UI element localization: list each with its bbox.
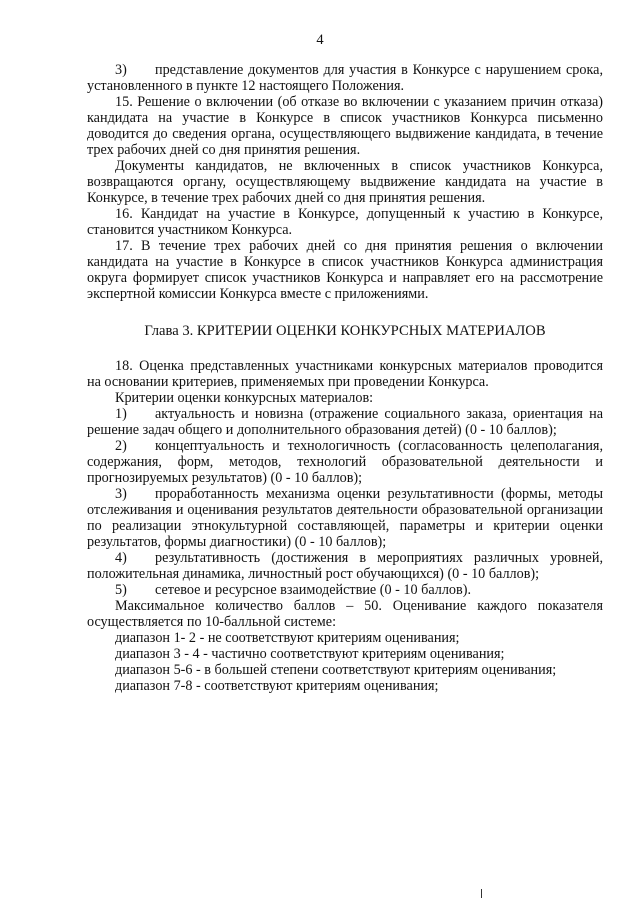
document-body xyxy=(87,62,603,694)
paragraph: 16. Кандидат на участие в Конкурсе, допущенный к участию в Конкурсе, становится участником Конкурса. xyxy=(87,206,603,238)
list-number: 5) xyxy=(115,582,127,598)
list-number: 1) xyxy=(115,406,127,422)
list-item xyxy=(87,62,603,94)
list-item xyxy=(87,406,603,438)
scan-mark xyxy=(481,889,482,898)
list-text: представление документов для участия в Конкурсе с нарушением срока, установленного в пункте 12 настоящего Положения. xyxy=(87,62,603,94)
page-number: 4 xyxy=(316,32,324,48)
list-number: 2) xyxy=(115,438,127,454)
list-item xyxy=(87,550,603,582)
paragraph: 15. Решение о включении (об отказе во включении с указанием причин отказа) кандидата на участие в Конкурсе в список участников Конкурса письменно доводится до сведения органа, осуществляющего выдвижение кандидата, в течение трех рабочих дней со дня принятия решения. xyxy=(87,94,603,158)
section-after xyxy=(87,358,603,694)
score-range-line: диапазон 5-6 - в большей степени соответствуют критериям оценивания; xyxy=(115,662,557,678)
list-text: сетевое и ресурсное взаимодействие (0 - 10 баллов). xyxy=(155,582,471,598)
list-item xyxy=(87,438,603,486)
list-item xyxy=(87,486,603,550)
list-item xyxy=(87,582,603,598)
paragraph: Критерии оценки конкурсных материалов: xyxy=(115,390,374,406)
list-number: 3) xyxy=(115,486,127,502)
list-text: концептуальность и технологичность (согласованность целеполагания, содержания, форм, методов, технологий образовательной деятельности и прогнозируемых результатов) (0 - 10 баллов); xyxy=(87,438,603,486)
score-range-line: диапазон 3 - 4 - частично соответствуют критериям оценивания; xyxy=(115,646,505,662)
list-number: 3) xyxy=(115,62,127,78)
paragraph: 17. В течение трех рабочих дней со дня принятия решения о включении кандидата на участие в Конкурсе в список участников Конкурса администрация округа формирует список участников Конкурса и направляет его на рассмотрение экспертной комиссии Конкурса вместе с приложениями. xyxy=(87,238,603,302)
paragraph: Максимальное количество баллов – 50. Оценивание каждого показателя осуществляется по 10-балльной системе: xyxy=(87,598,603,630)
paragraph: 18. Оценка представленных участниками конкурсных материалов проводится на основании критериев, применяемых при проведении Конкурса. xyxy=(87,358,603,390)
score-range-line: диапазон 7-8 - соответствуют критериям оценивания; xyxy=(115,678,439,694)
section-before xyxy=(87,62,603,302)
list-text: проработанность механизма оценки результативности (формы, методы отслеживания и оценивания результатов деятельности образовательной организации по реализации этнокультурной составляющей, параметры и критерии оценки результатов, формы диагностики) (0 - 10 баллов); xyxy=(87,486,603,550)
list-number: 4) xyxy=(115,550,127,566)
list-text: актуальность и новизна (отражение социального заказа, ориентация на решение задач общего и дополнительного образования детей) (0 - 10 баллов); xyxy=(87,406,603,438)
paragraph: Документы кандидатов, не включенных в список участников Конкурса, возвращаются органу, осуществляющему выдвижение кандидата на участие в Конкурсе, в течение трех рабочих дней со дня принятия решения. xyxy=(87,158,603,206)
list-text: результативность (достижения в мероприятиях различных уровней, положительная динамика, личностный рост обучающихся) (0 - 10 баллов); xyxy=(87,550,603,582)
score-range-line: диапазон 1- 2 - не соответствуют критериям оценивания; xyxy=(115,630,460,646)
chapter-title: Глава 3. КРИТЕРИИ ОЦЕНКИ КОНКУРСНЫХ МАТЕРИАЛОВ xyxy=(144,323,546,339)
